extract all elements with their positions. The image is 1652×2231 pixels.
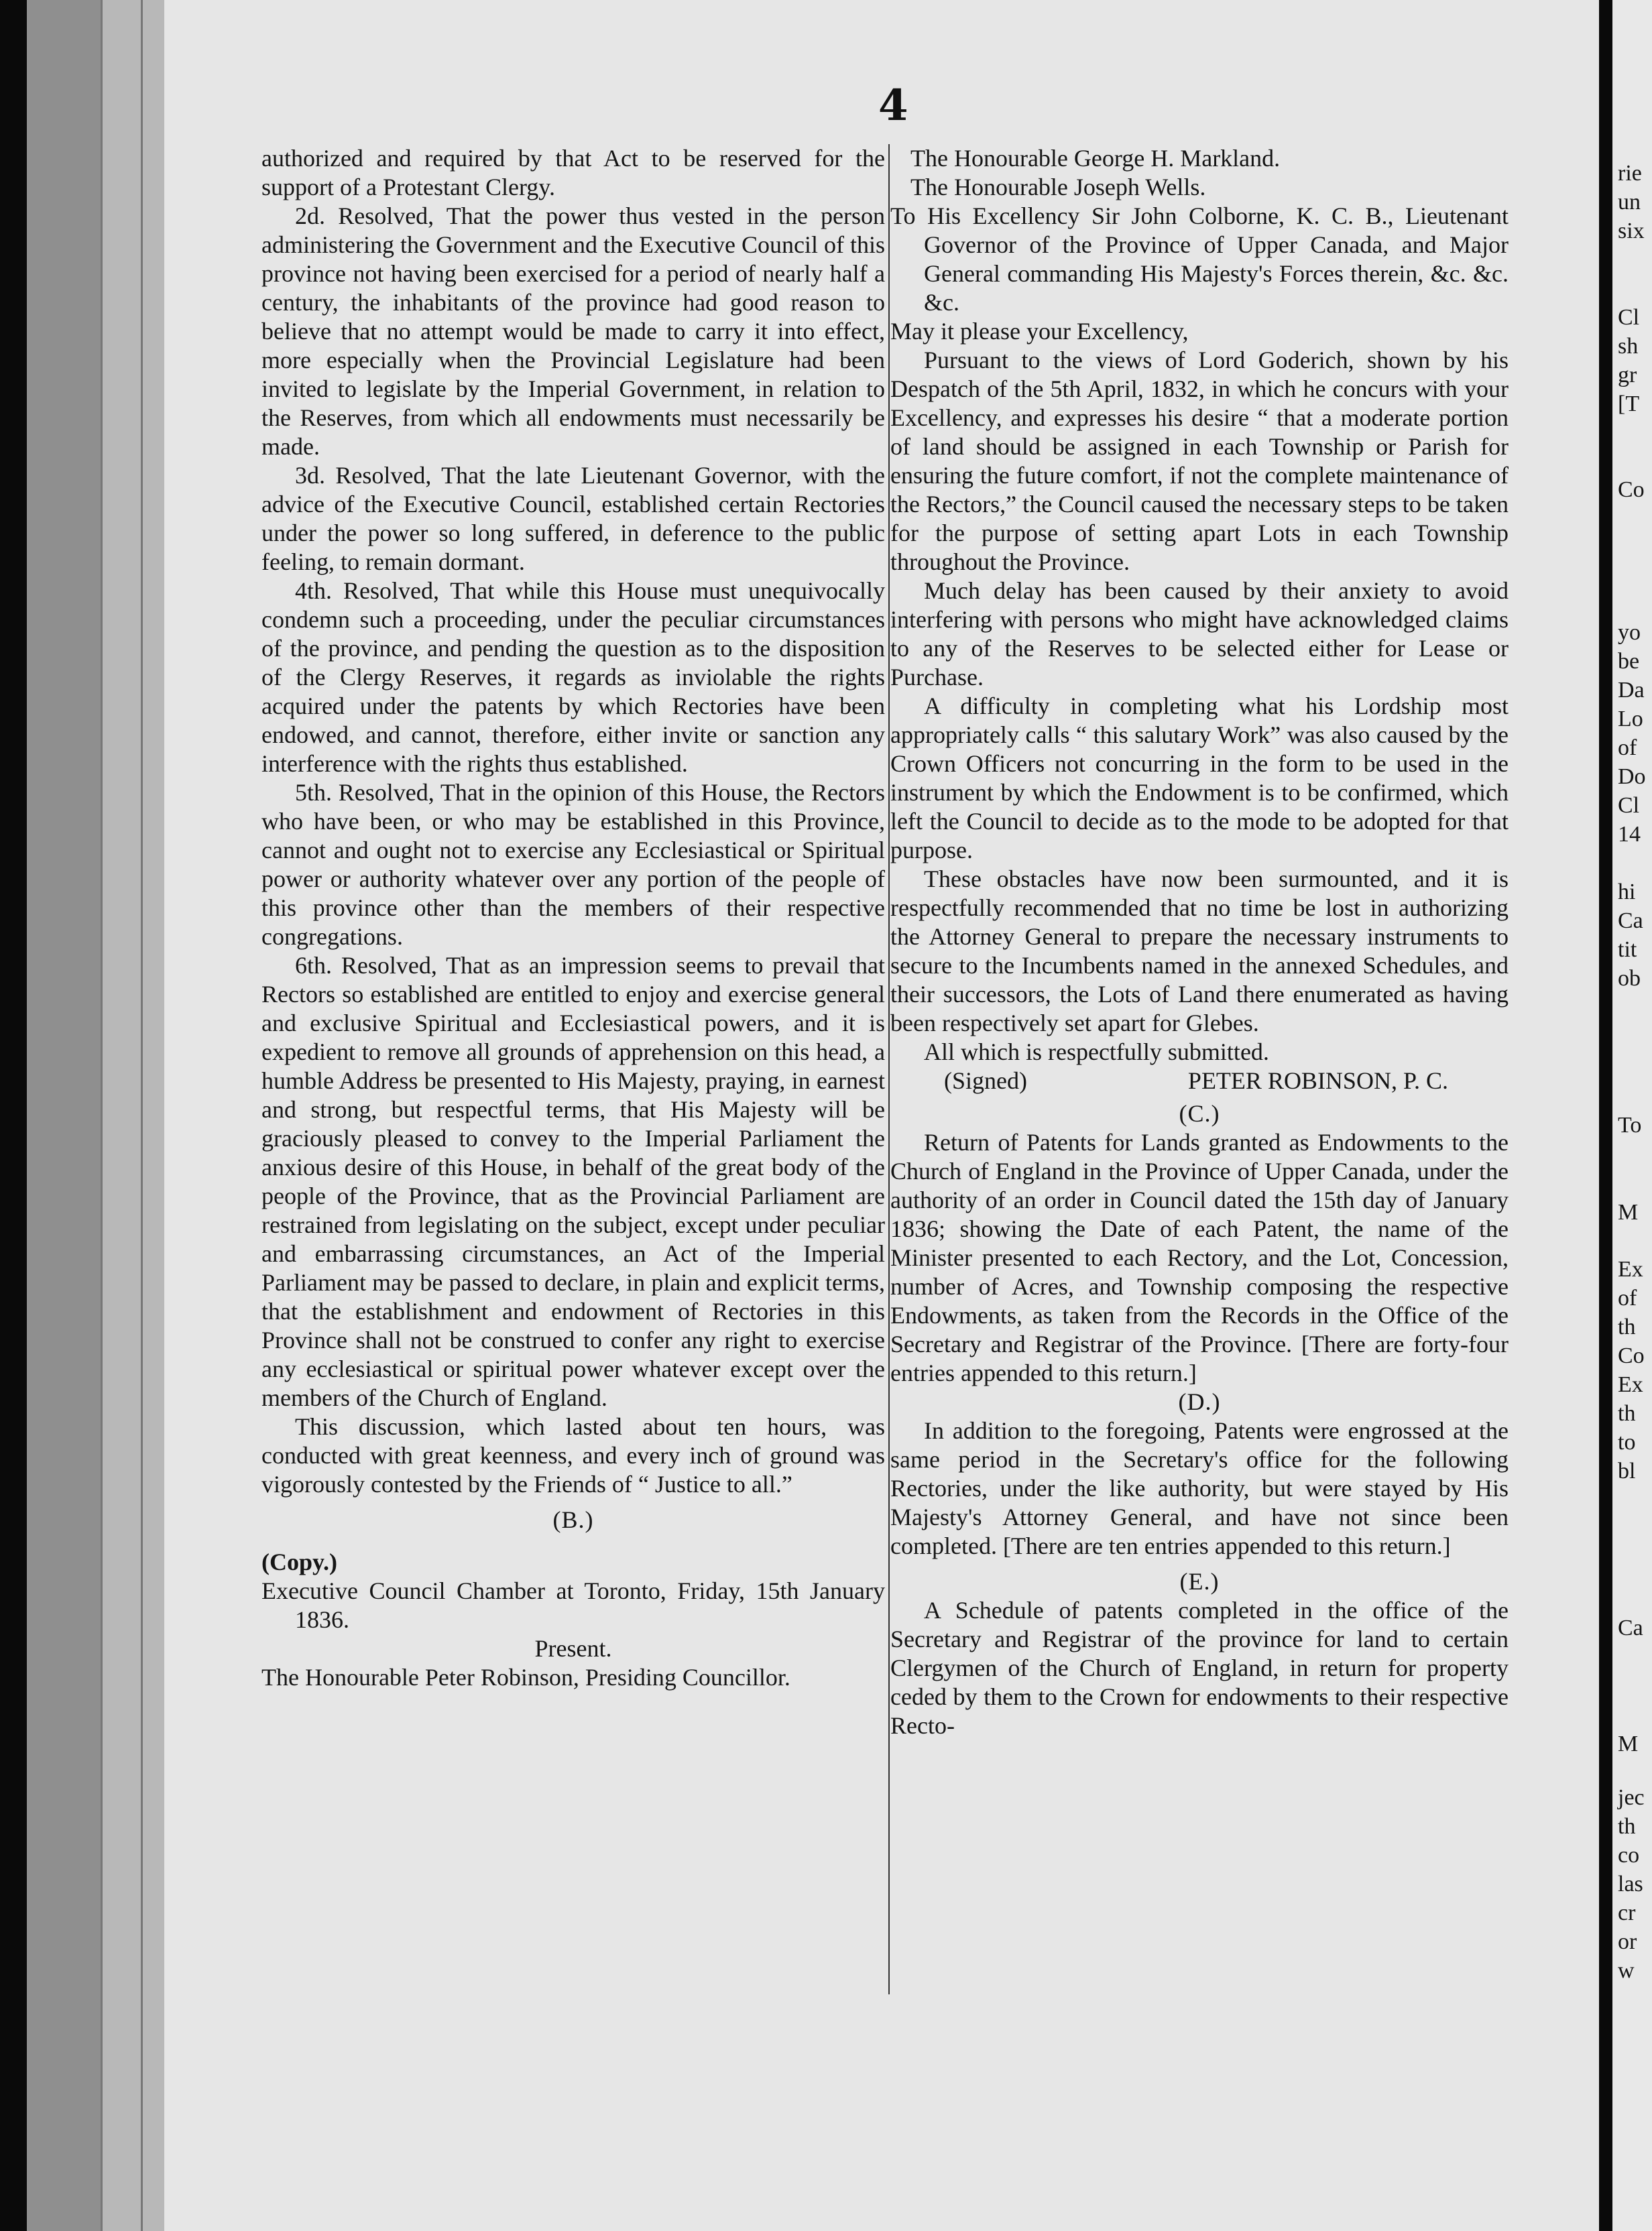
section-heading-e: (E.) — [1179, 1568, 1220, 1595]
next-page-fragment: Do — [1618, 764, 1646, 789]
signed-name: PETER ROBINSON, P. C. — [1187, 1067, 1448, 1094]
next-page-fragment: Cl — [1618, 305, 1640, 330]
resolution-6th: 6th. Resolved, That as an impression seems to prevail that Rectors so established are entitled to enjoy and exercise general and exclusive Spiritual and Ecclesiastical powers, and it is expedient to remove all grounds of apprehension on this head, a humble Address be presented to His Majesty, praying, in earnest and strong, but respectful terms, that His Majesty will be graciously pleased to convey to the Imperial Parliament the anxious desire of this House, in behalf of the great body of the people of the Province, that as the Provincial Parliament are restrained from legislating on the subject, except under peculiar and embarrassing circumstances, an Act of the Imperial Parliament may be passed to declare, in plain and explicit terms, that the establishment and endowment of Rectories in this Province shall not be construed to confer any right to exercise any ecclesiastical or spiritual power whatever except over the members of the Church of England. — [261, 952, 885, 1411]
resolution-2d: 2d. Resolved, That the power thus vested in the person administering the Government and the Executive Council of this province not having been exercised for a period of nearly half a century, the inhabitants of the province had good reason to believe that no attempt would be made to carry it into effect, more especially when the Provincial Legislature had been invited to legislate by the Imperial Government, in relation to the Reserves, from which all endowments must necessarily be made. — [261, 202, 885, 460]
next-page-fragment: be — [1618, 649, 1640, 674]
next-page-fragment: [T — [1618, 391, 1640, 416]
next-page-fragment: To — [1618, 1113, 1642, 1138]
signature-line — [890, 1067, 1509, 1095]
next-page-fragment: las — [1618, 1872, 1643, 1896]
presiding-line: The Honourable Peter Robinson, Presiding Councillor. — [261, 1664, 790, 1691]
next-page-fragment: th — [1618, 1401, 1636, 1426]
next-page-fragment: M — [1618, 1200, 1639, 1225]
address-line: To His Excellency Sir John Colborne, K. C. B., Lieutenant Governor of the Province of Upper Canada, and Major General commanding His Majesty's Forces therein, &c. &c. &c. — [890, 202, 1509, 316]
present-label: Present. — [534, 1635, 612, 1662]
paragraph-e: A Schedule of patents completed in the office of the Secretary and Registrar of the province for land to certain Clergymen of the Church of England, in return for property ceded by them to the Crown for endowments to their respective Recto- — [890, 1597, 1509, 1739]
right-column — [890, 144, 1509, 1740]
next-page-fragment: to — [1618, 1430, 1636, 1455]
next-page-fragment: of — [1618, 1286, 1637, 1311]
next-page-fragment: Ex — [1618, 1372, 1643, 1397]
section-heading-d: (D.) — [1178, 1388, 1221, 1415]
next-page-fragment: w — [1618, 1958, 1635, 1983]
page-number: 4 — [878, 80, 908, 131]
next-page-fragment: of — [1618, 735, 1637, 760]
resolution-3d: 3d. Resolved, That the late Lieutenant Governor, with the advice of the Executive Council, established certain Rectories under the power so long suffered, in deference to the public feeling, to remain dormant. — [261, 462, 885, 575]
next-page-fragment: co — [1618, 1843, 1640, 1868]
next-page-fragment: Lo — [1618, 707, 1643, 731]
next-page-fragment: ob — [1618, 966, 1641, 991]
next-page-edge — [1612, 0, 1652, 2231]
next-page-fragment: jec — [1618, 1785, 1645, 1810]
next-page-fragment: th — [1618, 1814, 1636, 1839]
section-heading-c: (C.) — [1179, 1100, 1220, 1127]
next-page-fragment: th — [1618, 1315, 1636, 1339]
edge-line — [141, 0, 143, 2231]
council-member: The Honourable George H. Markland. — [910, 145, 1281, 172]
next-page-fragment: cr — [1618, 1901, 1636, 1925]
salutation: May it please your Excellency, — [890, 318, 1189, 345]
next-page-fragment: Co — [1618, 1343, 1645, 1368]
paragraph: Much delay has been caused by their anxiety to avoid interfering with persons who might have acknowledged claims to any of the Reserves to be selected either for Lease or Purchase. — [890, 577, 1509, 690]
next-page-fragment: rie — [1618, 161, 1642, 186]
next-page-fragment: tit — [1618, 937, 1637, 962]
next-page-fragment: Ex — [1618, 1257, 1643, 1282]
next-page-fragment: six — [1618, 219, 1645, 243]
next-page-fragment: un — [1618, 190, 1641, 215]
next-page-fragment: Ca — [1618, 908, 1643, 933]
next-page-fragment: sh — [1618, 334, 1639, 359]
column-divider — [888, 144, 890, 1994]
paragraph: authorized and required by that Act to be reserved for the support of a Protestant Clergy. — [261, 145, 885, 200]
previous-page-edge — [27, 0, 101, 2231]
discussion-paragraph: This discussion, which lasted about ten hours, was conducted with great keenness, and every inch of ground was vigorously contested by the Friends of “ Justice to all.” — [261, 1413, 885, 1498]
paragraph: A difficulty in completing what his Lordship most appropriately calls “ this salutary Work” was also caused by the Crown Officers not concurring in the form to be used in the instrument by which the Endowment is to be confirmed, which left the Council to decide as to the mode to be adopted for that purpose. — [890, 692, 1509, 863]
next-page-fragment: Da — [1618, 678, 1645, 703]
next-page-fragment: hi — [1618, 880, 1636, 904]
next-page-fragment: Cl — [1618, 793, 1640, 818]
next-page-fragment: bl — [1618, 1459, 1636, 1484]
copy-label: (Copy.) — [261, 1549, 338, 1575]
paragraph-d: In addition to the foregoing, Patents were engrossed at the same period in the Secretary's office for the following Rectories, under the like authority, but were stayed by His Majesty's Attorney General, and have not since been completed. [There are ten entries appended to this return.] — [890, 1417, 1509, 1559]
edge-line — [101, 0, 103, 2231]
signed-label: (Signed) — [944, 1067, 1027, 1094]
next-page-fragment: or — [1618, 1929, 1637, 1954]
next-page-fragment: yo — [1618, 620, 1641, 645]
left-column — [261, 144, 885, 1692]
next-page-fragment: 14 — [1618, 822, 1641, 847]
council-member: The Honourable Joseph Wells. — [910, 174, 1206, 200]
paragraph: These obstacles have now been surmounted, and it is respectfully recommended that no time be lost in authorizing the Attorney General to prepare the necessary instruments to secure to the Incumbents named in the annexed Schedules, and their successors, the Lots of Land there enumerated as having been respectively set apart for Glebes. — [890, 865, 1509, 1036]
paragraph: All which is respectfully submitted. — [924, 1038, 1269, 1065]
return-c-paragraph: Return of Patents for Lands granted as Endowments to the Church of England in the Province of Upper Canada, under the authority of an order in Council dated the 15th day of January 1836; showing the Date of each Patent, the name of the Minister presented to each Rectory, and the Lot, Concession, number of Acres, and Township composing the respective Endowments, as taken from the Records in the Office of the Secretary and Registrar of the Province. [There are forty-four entries appended to this return.] — [890, 1129, 1509, 1386]
next-page-fragment: Ca — [1618, 1616, 1643, 1640]
paragraph: Pursuant to the views of Lord Goderich, shown by his Despatch of the 5th April, 1832, in which he concurs with your Excellency, and expresses his desire “ that a moderate portion of land should be assigned in each Township or Parish for ensuring the future comfort, if not the complete maintenance of the Rectors,” the Council caused the necessary steps to be taken for the purpose of setting apart Lots in each Township throughout the Province. — [890, 347, 1509, 575]
resolution-5th: 5th. Resolved, That in the opinion of this House, the Rectors who have been, or who may be established in this Province, cannot and ought not to exercise any Ecclesiastical or Spiritual power or authority whatever over any portion of the people of this province other than the members of their respective congregations. — [261, 779, 885, 950]
next-page-fragment: Co — [1618, 477, 1645, 502]
chamber-line: Executive Council Chamber at Toronto, Friday, 15th January 1836. — [261, 1577, 885, 1633]
page-margin-edge — [101, 0, 164, 2231]
section-heading-b: (B.) — [552, 1506, 594, 1533]
next-page-fragment: M — [1618, 1732, 1639, 1756]
resolution-4th: 4th. Resolved, That while this House must unequivocally condemn such a proceeding, under the peculiar circumstances of the province, and pending the question as to the disposition of the Clergy Reserves, it regards as inviolable the rights acquired under the patents by which Rectories have been endowed, and cannot, therefore, either invite or sanction any interference with the rights thus established. — [261, 577, 885, 777]
next-page-fragment: gr — [1618, 363, 1637, 387]
